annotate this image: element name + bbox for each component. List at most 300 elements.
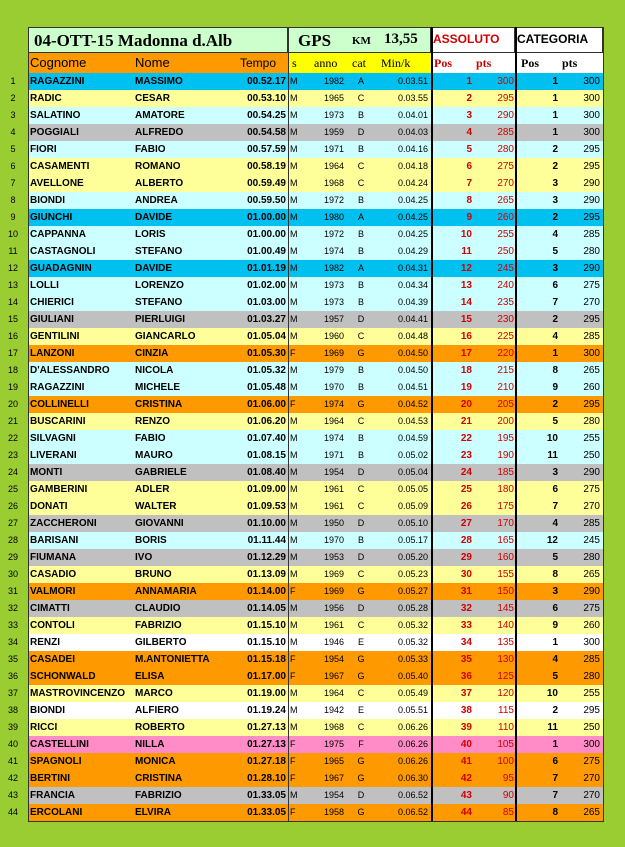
surname: RENZI xyxy=(30,637,60,648)
row-number: 30 xyxy=(0,566,26,583)
table-row xyxy=(0,668,625,685)
category-points: 250 xyxy=(583,722,600,733)
table-row xyxy=(0,566,625,583)
category-position: 1 xyxy=(552,76,558,87)
category-points: 245 xyxy=(583,535,600,546)
birth-year: 1971 xyxy=(323,144,344,154)
surname: CASTAGNOLI xyxy=(30,246,96,257)
surname: MONTI xyxy=(30,467,63,478)
birth-year: 1979 xyxy=(323,365,344,375)
first-name: AMATORE xyxy=(135,110,185,121)
table-row xyxy=(0,600,625,617)
table-row xyxy=(0,804,625,821)
category-points: 290 xyxy=(583,586,600,597)
pace: 0.04.25 xyxy=(397,195,428,205)
finish-time: 01.17.00 xyxy=(247,671,286,682)
surname: BARISANI xyxy=(30,535,79,546)
category-points: 270 xyxy=(583,501,600,512)
category: D xyxy=(357,127,365,137)
birth-year: 1968 xyxy=(323,178,344,188)
finish-time: 01.06.20 xyxy=(247,416,286,427)
category: B xyxy=(357,144,364,154)
category-points: 300 xyxy=(583,76,600,87)
first-name: ALFIERO xyxy=(135,705,179,716)
sex: M xyxy=(290,433,298,443)
surname: D'ALESSANDRO xyxy=(30,365,110,376)
pace: 0.04.25 xyxy=(397,229,428,239)
surname: RAGAZZINI xyxy=(30,76,85,87)
category: F xyxy=(358,739,364,749)
sex: M xyxy=(290,110,298,120)
surname: GIUNCHI xyxy=(30,212,73,223)
category: D xyxy=(357,790,365,800)
finish-time: 01.15.18 xyxy=(247,654,286,665)
sex: M xyxy=(290,365,298,375)
surname: LIVERANI xyxy=(30,450,77,461)
sex: F xyxy=(290,399,296,409)
category: C xyxy=(357,501,365,511)
sex: M xyxy=(290,280,298,290)
overall-position: 32 xyxy=(460,603,472,614)
first-name: FABRIZIO xyxy=(135,790,182,801)
category-points: 285 xyxy=(583,518,600,529)
overall-position: 28 xyxy=(460,535,472,546)
finish-time: 01.12.29 xyxy=(247,552,286,563)
pace: 0.04.29 xyxy=(397,246,428,256)
overall-position: 24 xyxy=(460,467,472,478)
row-number: 3 xyxy=(0,107,26,124)
grid-line xyxy=(28,27,29,821)
overall-points: 100 xyxy=(497,756,514,767)
finish-time: 00.58.19 xyxy=(247,161,286,172)
table-row xyxy=(0,73,625,90)
col-cognome: Cognome xyxy=(30,55,87,70)
category-position: 5 xyxy=(552,671,558,682)
category-position: 7 xyxy=(552,773,558,784)
category: D xyxy=(357,467,365,477)
first-name: MARCO xyxy=(135,688,173,699)
finish-time: 01.15.10 xyxy=(247,620,286,631)
first-name: STEFANO xyxy=(135,297,183,308)
table-row xyxy=(0,175,625,192)
sex: M xyxy=(290,790,298,800)
overall-position: 42 xyxy=(460,773,472,784)
table-row xyxy=(0,226,625,243)
pace: 0.04.25 xyxy=(397,212,428,222)
overall-position: 14 xyxy=(460,297,472,308)
grid-line xyxy=(431,27,433,821)
overall-points: 255 xyxy=(497,229,514,240)
overall-points: 190 xyxy=(497,450,514,461)
category-points: 260 xyxy=(583,620,600,631)
row-number: 29 xyxy=(0,549,26,566)
first-name: PIERLUIGI xyxy=(135,314,186,325)
category: C xyxy=(357,331,365,341)
surname: COLLINELLI xyxy=(30,399,89,410)
row-number: 9 xyxy=(0,209,26,226)
first-name: ANDREA xyxy=(135,195,178,206)
overall-position: 1 xyxy=(466,76,472,87)
row-number: 16 xyxy=(0,328,26,345)
pace: 0.04.52 xyxy=(397,399,428,409)
sex: M xyxy=(290,195,298,205)
pace: 0.06.52 xyxy=(397,807,428,817)
grid-line xyxy=(288,27,289,821)
category-position: 1 xyxy=(552,93,558,104)
category-position: 8 xyxy=(552,365,558,376)
finish-time: 00.59.50 xyxy=(247,195,286,206)
overall-position: 35 xyxy=(460,654,472,665)
overall-position: 2 xyxy=(466,93,472,104)
first-name: CESAR xyxy=(135,93,171,104)
category-position: 6 xyxy=(552,280,558,291)
category: G xyxy=(357,348,365,358)
category: C xyxy=(357,722,365,732)
surname: RICCI xyxy=(30,722,58,733)
first-name: LORENZO xyxy=(135,280,184,291)
first-name: BORIS xyxy=(135,535,167,546)
pace: 0.03.51 xyxy=(397,76,428,86)
category-points: 275 xyxy=(583,756,600,767)
row-number: 28 xyxy=(0,532,26,549)
surname: RAGAZZINI xyxy=(30,382,85,393)
table-row xyxy=(0,787,625,804)
birth-year: 1965 xyxy=(323,93,344,103)
surname: BIONDI xyxy=(30,195,65,206)
pace: 0.06.52 xyxy=(397,790,428,800)
birth-year: 1961 xyxy=(323,501,344,511)
table-row xyxy=(0,498,625,515)
table-row xyxy=(0,481,625,498)
table-row xyxy=(0,328,625,345)
pace: 0.04.34 xyxy=(397,280,428,290)
category-points: 295 xyxy=(583,144,600,155)
first-name: DAVIDE xyxy=(135,212,173,223)
overall-points: 185 xyxy=(497,467,514,478)
row-number: 12 xyxy=(0,260,26,277)
surname: SPAGNOLI xyxy=(30,756,82,767)
birth-year: 1961 xyxy=(323,620,344,630)
category-points: 275 xyxy=(583,484,600,495)
col-nome: Nome xyxy=(135,55,170,70)
category-position: 5 xyxy=(552,552,558,563)
sex: M xyxy=(290,603,298,613)
overall-points: 150 xyxy=(497,586,514,597)
surname: CASTELLINI xyxy=(30,739,89,750)
finish-time: 01.19.24 xyxy=(247,705,286,716)
row-number: 37 xyxy=(0,685,26,702)
row-number: 18 xyxy=(0,362,26,379)
surname: FRANCIA xyxy=(30,790,75,801)
first-name: RENZO xyxy=(135,416,170,427)
overall-points: 245 xyxy=(497,263,514,274)
pace: 0.04.03 xyxy=(397,127,428,137)
row-number: 39 xyxy=(0,719,26,736)
pace: 0.06.26 xyxy=(397,739,428,749)
table-row xyxy=(0,209,625,226)
category-position: 12 xyxy=(546,535,558,546)
first-name: MICHELE xyxy=(135,382,180,393)
finish-time: 01.19.00 xyxy=(247,688,286,699)
birth-year: 1973 xyxy=(323,297,344,307)
category-points: 280 xyxy=(583,552,600,563)
birth-year: 1973 xyxy=(323,110,344,120)
sex: F xyxy=(290,807,296,817)
table-row xyxy=(0,243,625,260)
sex: M xyxy=(290,297,298,307)
category: A xyxy=(357,212,364,222)
pace: 0.05.05 xyxy=(397,484,428,494)
birth-year: 1958 xyxy=(323,807,344,817)
sex: M xyxy=(290,705,298,715)
finish-time: 01.05.04 xyxy=(247,331,286,342)
surname: DONATI xyxy=(30,501,68,512)
category-position: 3 xyxy=(552,467,558,478)
pace: 0.05.40 xyxy=(397,671,428,681)
overall-position: 3 xyxy=(466,110,472,121)
birth-year: 1970 xyxy=(323,535,344,545)
pace: 0.05.27 xyxy=(397,586,428,596)
overall-position: 20 xyxy=(460,399,472,410)
category: B xyxy=(357,450,364,460)
category: A xyxy=(357,76,364,86)
category: A xyxy=(357,263,364,273)
birth-year: 1980 xyxy=(323,212,344,222)
category: C xyxy=(357,688,365,698)
pace: 0.05.33 xyxy=(397,654,428,664)
category: B xyxy=(357,365,364,375)
category-position: 3 xyxy=(552,178,558,189)
row-number: 42 xyxy=(0,770,26,787)
row-number: 5 xyxy=(0,141,26,158)
row-number: 24 xyxy=(0,464,26,481)
category: C xyxy=(357,484,365,494)
surname: CASAMENTI xyxy=(30,161,90,172)
category-points: 300 xyxy=(583,348,600,359)
first-name: DAVIDE xyxy=(135,263,173,274)
first-name: CRISTINA xyxy=(135,773,183,784)
overall-position: 26 xyxy=(460,501,472,512)
overall-position: 15 xyxy=(460,314,472,325)
category-position: 9 xyxy=(552,382,558,393)
grid-line xyxy=(515,27,517,821)
category-position: 1 xyxy=(552,348,558,359)
table-row xyxy=(0,617,625,634)
sex: F xyxy=(290,739,296,749)
overall-points: 160 xyxy=(497,552,514,563)
table-row xyxy=(0,736,625,753)
col-cat-pts: pts xyxy=(562,56,578,70)
table-row xyxy=(0,685,625,702)
pace: 0.04.16 xyxy=(397,144,428,154)
finish-time: 01.27.13 xyxy=(247,739,286,750)
sex: F xyxy=(290,756,296,766)
pace: 0.06.26 xyxy=(397,722,428,732)
overall-points: 230 xyxy=(497,314,514,325)
surname: BERTINI xyxy=(30,773,70,784)
birth-year: 1967 xyxy=(323,773,344,783)
category-position: 2 xyxy=(552,161,558,172)
pace: 0.04.51 xyxy=(397,382,428,392)
birth-year: 1959 xyxy=(323,127,344,137)
sex: M xyxy=(290,127,298,137)
overall-position: 36 xyxy=(460,671,472,682)
col-pts: pts xyxy=(476,56,492,70)
category-position: 2 xyxy=(552,212,558,223)
table-row xyxy=(0,107,625,124)
sex: M xyxy=(290,518,298,528)
pace: 0.06.30 xyxy=(397,773,428,783)
category: B xyxy=(357,246,364,256)
finish-time: 01.02.00 xyxy=(247,280,286,291)
table-row xyxy=(0,396,625,413)
row-number: 14 xyxy=(0,294,26,311)
row-number: 4 xyxy=(0,124,26,141)
surname: AVELLONE xyxy=(30,178,84,189)
first-name: MONICA xyxy=(135,756,176,767)
overall-points: 90 xyxy=(502,790,514,801)
finish-time: 01.14.00 xyxy=(247,586,286,597)
pace: 0.05.51 xyxy=(397,705,428,715)
surname: CASADIO xyxy=(30,569,77,580)
sex: F xyxy=(290,348,296,358)
birth-year: 1974 xyxy=(323,433,344,443)
birth-year: 1956 xyxy=(323,603,344,613)
category-points: 295 xyxy=(583,705,600,716)
race-title: 04-OTT-15 Madonna d.Alb xyxy=(34,31,233,50)
category-position: 7 xyxy=(552,501,558,512)
category-points: 300 xyxy=(583,93,600,104)
overall-points: 280 xyxy=(497,144,514,155)
first-name: ROMANO xyxy=(135,161,181,172)
surname: CAPPANNA xyxy=(30,229,86,240)
category-position: 6 xyxy=(552,756,558,767)
pace: 0.04.48 xyxy=(397,331,428,341)
overall-position: 37 xyxy=(460,688,472,699)
finish-time: 00.53.10 xyxy=(247,93,286,104)
finish-time: 01.03.00 xyxy=(247,297,286,308)
category-points: 285 xyxy=(583,229,600,240)
first-name: CRISTINA xyxy=(135,399,183,410)
overall-points: 225 xyxy=(497,331,514,342)
pace: 0.04.31 xyxy=(397,263,428,273)
overall-points: 210 xyxy=(497,382,514,393)
category: D xyxy=(357,552,365,562)
pace: 0.06.26 xyxy=(397,756,428,766)
sex: M xyxy=(290,569,298,579)
row-number: 15 xyxy=(0,311,26,328)
surname: FIUMANA xyxy=(30,552,77,563)
birth-year: 1942 xyxy=(323,705,344,715)
sex: M xyxy=(290,93,298,103)
sex: M xyxy=(290,620,298,630)
overall-points: 140 xyxy=(497,620,514,631)
finish-time: 01.06.00 xyxy=(247,399,286,410)
surname: BIONDI xyxy=(30,705,65,716)
sex: F xyxy=(290,654,296,664)
first-name: CLAUDIO xyxy=(135,603,181,614)
finish-time: 01.33.05 xyxy=(247,807,286,818)
sex: M xyxy=(290,501,298,511)
first-name: FABIO xyxy=(135,433,166,444)
grid-line xyxy=(603,27,604,821)
row-number: 38 xyxy=(0,702,26,719)
surname: LANZONI xyxy=(30,348,75,359)
birth-year: 1969 xyxy=(323,569,344,579)
overall-points: 200 xyxy=(497,416,514,427)
overall-points: 285 xyxy=(497,127,514,138)
overall-points: 175 xyxy=(497,501,514,512)
sex: M xyxy=(290,637,298,647)
overall-position: 30 xyxy=(460,569,472,580)
category: B xyxy=(357,535,364,545)
category-position: 1 xyxy=(552,739,558,750)
birth-year: 1967 xyxy=(323,671,344,681)
sex: M xyxy=(290,144,298,154)
row-number: 35 xyxy=(0,651,26,668)
table-row xyxy=(0,90,625,107)
category: B xyxy=(357,433,364,443)
row-number: 40 xyxy=(0,736,26,753)
first-name: ELVIRA xyxy=(135,807,171,818)
overall-points: 195 xyxy=(497,433,514,444)
overall-points: 115 xyxy=(498,705,514,716)
surname: GUADAGNIN xyxy=(30,263,92,274)
first-name: ELISA xyxy=(135,671,165,682)
overall-points: 295 xyxy=(497,93,514,104)
row-number: 1 xyxy=(0,73,26,90)
table-row xyxy=(0,532,625,549)
category-position: 2 xyxy=(552,144,558,155)
pace: 0.05.49 xyxy=(397,688,428,698)
overall-points: 165 xyxy=(497,535,514,546)
overall-position: 27 xyxy=(460,518,472,529)
category-points: 275 xyxy=(583,280,600,291)
table-row xyxy=(0,158,625,175)
sex: M xyxy=(290,178,298,188)
finish-time: 01.00.49 xyxy=(247,246,286,257)
row-number: 11 xyxy=(0,243,26,260)
row-number: 23 xyxy=(0,447,26,464)
col-pos: Pos xyxy=(434,56,452,70)
birth-year: 1957 xyxy=(323,314,344,324)
first-name: NILLA xyxy=(135,739,165,750)
surname: FIORI xyxy=(30,144,57,155)
overall-position: 23 xyxy=(460,450,472,461)
category-points: 250 xyxy=(583,450,600,461)
finish-time: 01.10.00 xyxy=(247,518,286,529)
sex: M xyxy=(290,161,298,171)
finish-time: 00.57.59 xyxy=(247,144,286,155)
surname: GIULIANI xyxy=(30,314,74,325)
category-points: 280 xyxy=(583,246,600,257)
category-position: 1 xyxy=(552,110,558,121)
category-points: 285 xyxy=(583,654,600,665)
category: C xyxy=(357,569,365,579)
category-position: 4 xyxy=(552,654,558,665)
surname: ERCOLANI xyxy=(30,807,83,818)
row-number: 34 xyxy=(0,634,26,651)
row-number: 43 xyxy=(0,787,26,804)
sex: F xyxy=(290,671,296,681)
birth-year: 1972 xyxy=(323,195,344,205)
table-row xyxy=(0,192,625,209)
category: G xyxy=(357,654,365,664)
overall-position: 11 xyxy=(461,246,472,257)
birth-year: 1954 xyxy=(323,654,344,664)
finish-time: 01.33.05 xyxy=(247,790,286,801)
table-row xyxy=(0,413,625,430)
